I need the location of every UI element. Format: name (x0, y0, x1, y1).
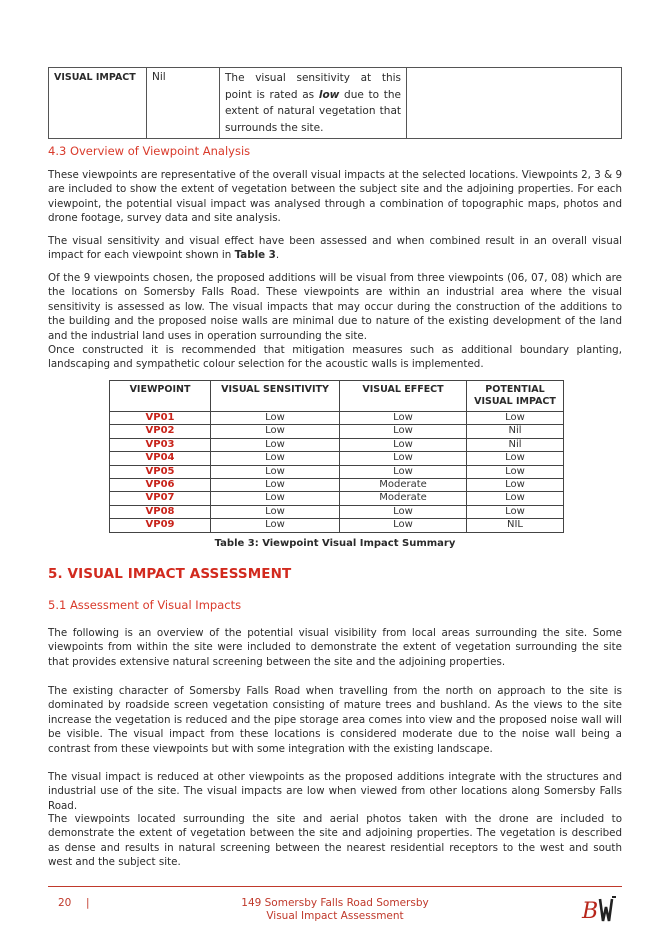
section-5-1-heading: 5.1 Assessment of Visual Impacts (48, 598, 242, 612)
svg-text:B: B (582, 899, 599, 924)
impact-cell: Nil (467, 438, 564, 451)
impact-cell: Low (467, 492, 564, 505)
sensitivity-cell: Low (211, 412, 340, 425)
section-4-3-paragraph-4: Once constructed it is recommended that mitigation measures such as additional boundary planting, landscaping and sympathetic colour selection for the acoustic walls is implemented. (48, 344, 622, 371)
table-row (110, 438, 564, 451)
sensitivity-cell: Low (211, 465, 340, 478)
impact-cell: Nil (467, 425, 564, 438)
company-logo-icon (580, 893, 620, 927)
section-5-1-paragraph-3: The visual impact is reduced at other viewpoints as the proposed additions integrate with the structures and industrial use of the site. The visual impacts are low when viewed from other locations along Somersby Falls Road. (48, 771, 622, 812)
section-4-3-paragraph-1: These viewpoints are representative of the overall visual impacts at the selected locations. Viewpoints 2, 3 & 9 are included to show the extent of vegetation between the subject site and the adjoining properties. For each viewpoint, the potential visual impact was analysed through a combination of topographic maps, photos and drone footage, survey data and site analysis. (48, 169, 622, 225)
effect-cell: Low (340, 505, 467, 518)
viewpoint-cell: VP02 (110, 425, 211, 438)
column-header-viewpoint: VIEWPOINT (110, 381, 211, 412)
table-row (110, 425, 564, 438)
impact-cell: Low (467, 505, 564, 518)
sensitivity-cell: Low (211, 505, 340, 518)
effect-cell: Low (340, 425, 467, 438)
section-4-3-paragraph-2 (48, 234, 622, 263)
description-text: The visual sensitivity at this point is rated as (225, 72, 401, 101)
section-5-1-paragraph-2: The existing character of Somersby Falls Road when travelling from the north on approach to the site is dominated by roadside screen vegetation consisting of mature trees and bushland. As the views to the site increase the vegetation is reduced and the pipe storage area comes into view and the proposed noise wall will be visible. The visual impact from these locations is considered moderate due to the noise wall being a contrast from these viewpoints but with some integration with the existing landscape. (48, 685, 622, 755)
sensitivity-cell: Low (211, 438, 340, 451)
visual-impact-description (220, 68, 407, 139)
impact-cell: Low (467, 452, 564, 465)
viewpoint-summary-table (109, 380, 564, 533)
effect-cell: Low (340, 452, 467, 465)
table-row (110, 519, 564, 532)
impact-cell: Low (467, 465, 564, 478)
table-row (49, 68, 622, 139)
effect-cell: Low (340, 519, 467, 532)
sensitivity-cell: Low (211, 425, 340, 438)
table-reference: Table 3 (234, 249, 276, 262)
page-separator: | (86, 897, 90, 909)
effect-cell: Moderate (340, 479, 467, 492)
table-header-row (110, 381, 564, 412)
viewpoint-cell: VP06 (110, 479, 211, 492)
paragraph-text-end: . (275, 249, 280, 262)
sensitivity-cell: Low (211, 479, 340, 492)
section-5-heading: 5. VISUAL IMPACT ASSESSMENT (48, 566, 292, 582)
viewpoint-cell: VP09 (110, 519, 211, 532)
visual-impact-value: Nil (147, 68, 220, 139)
column-header-impact: POTENTIAL VISUAL IMPACT (467, 381, 564, 412)
viewpoint-cell: VP04 (110, 452, 211, 465)
visual-impact-table (48, 67, 622, 139)
viewpoint-cell: VP01 (110, 412, 211, 425)
sensitivity-cell: Low (211, 492, 340, 505)
table-row (110, 452, 564, 465)
section-5-1-paragraph-4: The viewpoints located surrounding the site and aerial photos taken with the drone are included to demonstrate the extent of vegetation between the site and adjoining properties. The vegetation is described as dense and results in natural screening between the nearest residential receptors to the west and south west and the subject site. (48, 813, 622, 869)
paragraph-text: The visual sensitivity and visual effect have been assessed and when combined result in an overall visual impact for each viewpoint shown in (48, 235, 622, 262)
description-emphasis: low (318, 88, 340, 101)
table-row (110, 412, 564, 425)
table-row (110, 465, 564, 478)
impact-cell: Low (467, 479, 564, 492)
empty-cell (407, 68, 622, 139)
sensitivity-cell: Low (211, 452, 340, 465)
sensitivity-cell: Low (211, 519, 340, 532)
footer-divider (48, 886, 622, 887)
section-5-1-paragraph-1: The following is an overview of the potential visual visibility from local areas surrounding the site. Some viewpoints from within the site were included to demonstrate the extent of vegetation surrounding the site that provides extensive natural screening between the site and the adjoining properties. (48, 627, 622, 668)
section-4-3-heading: 4.3 Overview of Viewpoint Analysis (48, 144, 251, 158)
impact-cell: Low (467, 412, 564, 425)
viewpoint-cell: VP03 (110, 438, 211, 451)
table-row (110, 492, 564, 505)
viewpoint-cell: VP07 (110, 492, 211, 505)
visual-impact-label: VISUAL IMPACT (49, 68, 147, 139)
footer-title (210, 897, 460, 923)
column-header-sensitivity: VISUAL SENSITIVITY (211, 381, 340, 412)
effect-cell: Low (340, 465, 467, 478)
effect-cell: Low (340, 412, 467, 425)
column-header-effect: VISUAL EFFECT (340, 381, 467, 412)
footer-address: 149 Somersby Falls Road Somersby (241, 897, 429, 909)
section-4-3-paragraph-3: Of the 9 viewpoints chosen, the proposed additions will be visual from three viewpoints (06, 07, 08) which are the locations on Somersby Falls Road. These viewpoints are within an industrial area where the visual sensitivity is assessed as low. The visual impacts that may occur during the construction of the additions to the building and the proposed noise walls are minimal due to nature of the existing development of the land and the industrial land uses in operation surrounding the site. (48, 272, 622, 342)
impact-cell: NIL (467, 519, 564, 532)
viewpoint-cell: VP08 (110, 505, 211, 518)
table-row (110, 505, 564, 518)
viewpoint-cell: VP05 (110, 465, 211, 478)
description-text-end: due to the extent of natural vegetation that surrounds the site. (225, 88, 401, 134)
page-number: 20 (58, 897, 72, 909)
table-caption: Table 3: Viewpoint Visual Impact Summary (214, 538, 456, 549)
effect-cell: Low (340, 438, 467, 451)
table-row (110, 479, 564, 492)
effect-cell: Moderate (340, 492, 467, 505)
footer-document-title: Visual Impact Assessment (266, 910, 404, 922)
